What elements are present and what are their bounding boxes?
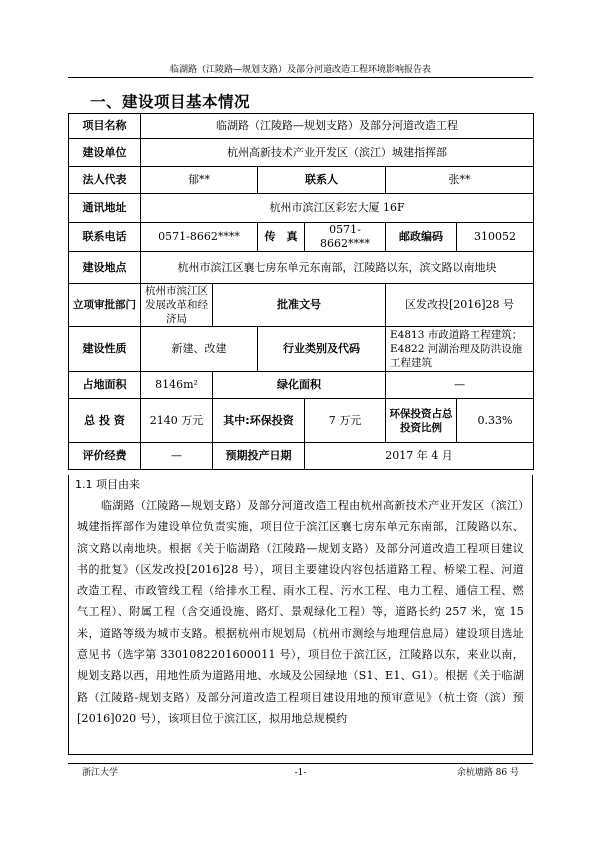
nature-label: 建设性质	[69, 327, 141, 372]
section-title: 一、建设项目基本情况	[90, 93, 251, 111]
industry-label: 行业类别及代码	[258, 327, 386, 372]
area-value: 8146m²	[141, 372, 213, 399]
legal-rep-value: 郁**	[141, 167, 258, 194]
approval-dept-value: 杭州市滨江区发展改革和经济局	[141, 284, 213, 327]
project-name-value: 临湖路（江陵路—规划支路）及部分河道改造工程	[141, 114, 534, 139]
project-name-label: 项目名称	[69, 114, 141, 139]
env-invest-label: 其中:环保投资	[213, 399, 305, 443]
project-origin-heading: 1.1 项目由来	[75, 478, 140, 491]
address-label: 通讯地址	[69, 194, 141, 223]
phone-label: 联系电话	[69, 223, 141, 252]
industry-value: E4813 市政道路工程建筑；E4822 河湖治理及防洪设施工程建筑	[386, 327, 534, 372]
contact-label: 联系人	[258, 167, 386, 194]
project-origin-paragraph: 临湖路（江陵路—规划支路）及部分河道改造工程由杭州高新技术产业开发区（滨江）城建指挥部作为建设单位负责实施，项目位于滨江区襄七房东单元东南部，江陵路以东、滨文路以南地块。根据《关于临湖路（江陵路—规划支路）及部分河道改造工程项目建议书的批复》（区发改投[2016]28 号），项目主要建设内容包括道路工程、桥梁工程、河道改造工程、市政管线工程（给排水工程、雨水工程、污水工程、电力工程、通信工程、燃气工程）、附属工程（含交通设施、路灯、景观绿化工程）等，道路长约 257 米，宽 15 米，道路等级为城市支路。根据杭州市规划局（杭州市测绘与地理信息局）建设项目选址意见书（选字第 3301082201600011 号），项目位于滨江区，江陵路以东，来业以南，规划支路以西，用地性质为道路用地、水域及公园绿地（S1、E1、G1）。根据《关于临湖路（江陵路-规划支路）及部分河道改造工程项目建设用地的预审意见》（杭土资（滨）预[2016]020 号），该项目位于滨江区，拟用地总规模约	[77, 499, 524, 725]
page-header: 临湖路（江陵路—规划支路）及部分河道改造工程环境影响报告表	[68, 64, 533, 78]
total-invest-label: 总 投 资	[69, 399, 141, 443]
prod-date-value: 2017 年 4 月	[305, 443, 534, 470]
env-invest-value: 7 万元	[305, 399, 386, 443]
legal-rep-label: 法人代表	[69, 167, 141, 194]
eval-fee-label: 评价经费	[69, 443, 141, 470]
project-origin-section	[68, 475, 533, 755]
builder-label: 建设单位	[69, 139, 141, 167]
location-label: 建设地点	[69, 252, 141, 284]
approval-dept-label: 立项审批部门	[69, 284, 141, 327]
green-label: 绿化面积	[213, 372, 386, 399]
contact-value: 张**	[386, 167, 534, 194]
env-ratio-value: 0.33%	[457, 399, 534, 443]
page-footer	[68, 763, 533, 778]
prod-date-label: 预期投产日期	[213, 443, 305, 470]
postcode-label: 邮政编码	[386, 223, 457, 252]
footer-left: 浙江大学	[82, 768, 119, 778]
footer-right: 余杭塘路 86 号	[456, 768, 519, 778]
builder-value: 杭州高新技术产业开发区（滨江）城建指挥部	[141, 139, 534, 167]
address-value: 杭州市滨江区彩宏大厦 16F	[141, 194, 534, 223]
area-label: 占地面积	[69, 372, 141, 399]
approval-doc-label: 批准文号	[213, 284, 386, 327]
total-invest-value: 2140 万元	[141, 399, 213, 443]
env-ratio-label: 环保投资占总投资比例	[386, 399, 457, 443]
approval-doc-value: 区发改投[2016]28 号	[386, 284, 534, 327]
fax-label: 传 真	[258, 223, 305, 252]
postcode-value: 310052	[457, 223, 534, 252]
phone-value: 0571-8662****	[141, 223, 258, 252]
location-value: 杭州市滨江区襄七房东单元东南部，江陵路以东，滨文路以南地块	[141, 252, 534, 284]
eval-fee-value: —	[141, 443, 213, 470]
page-number: -1-	[294, 768, 307, 778]
fax-value: 0571-8662****	[305, 223, 386, 252]
basic-info-table	[68, 113, 534, 470]
nature-value: 新建、改建	[141, 327, 258, 372]
green-value: —	[386, 372, 534, 399]
